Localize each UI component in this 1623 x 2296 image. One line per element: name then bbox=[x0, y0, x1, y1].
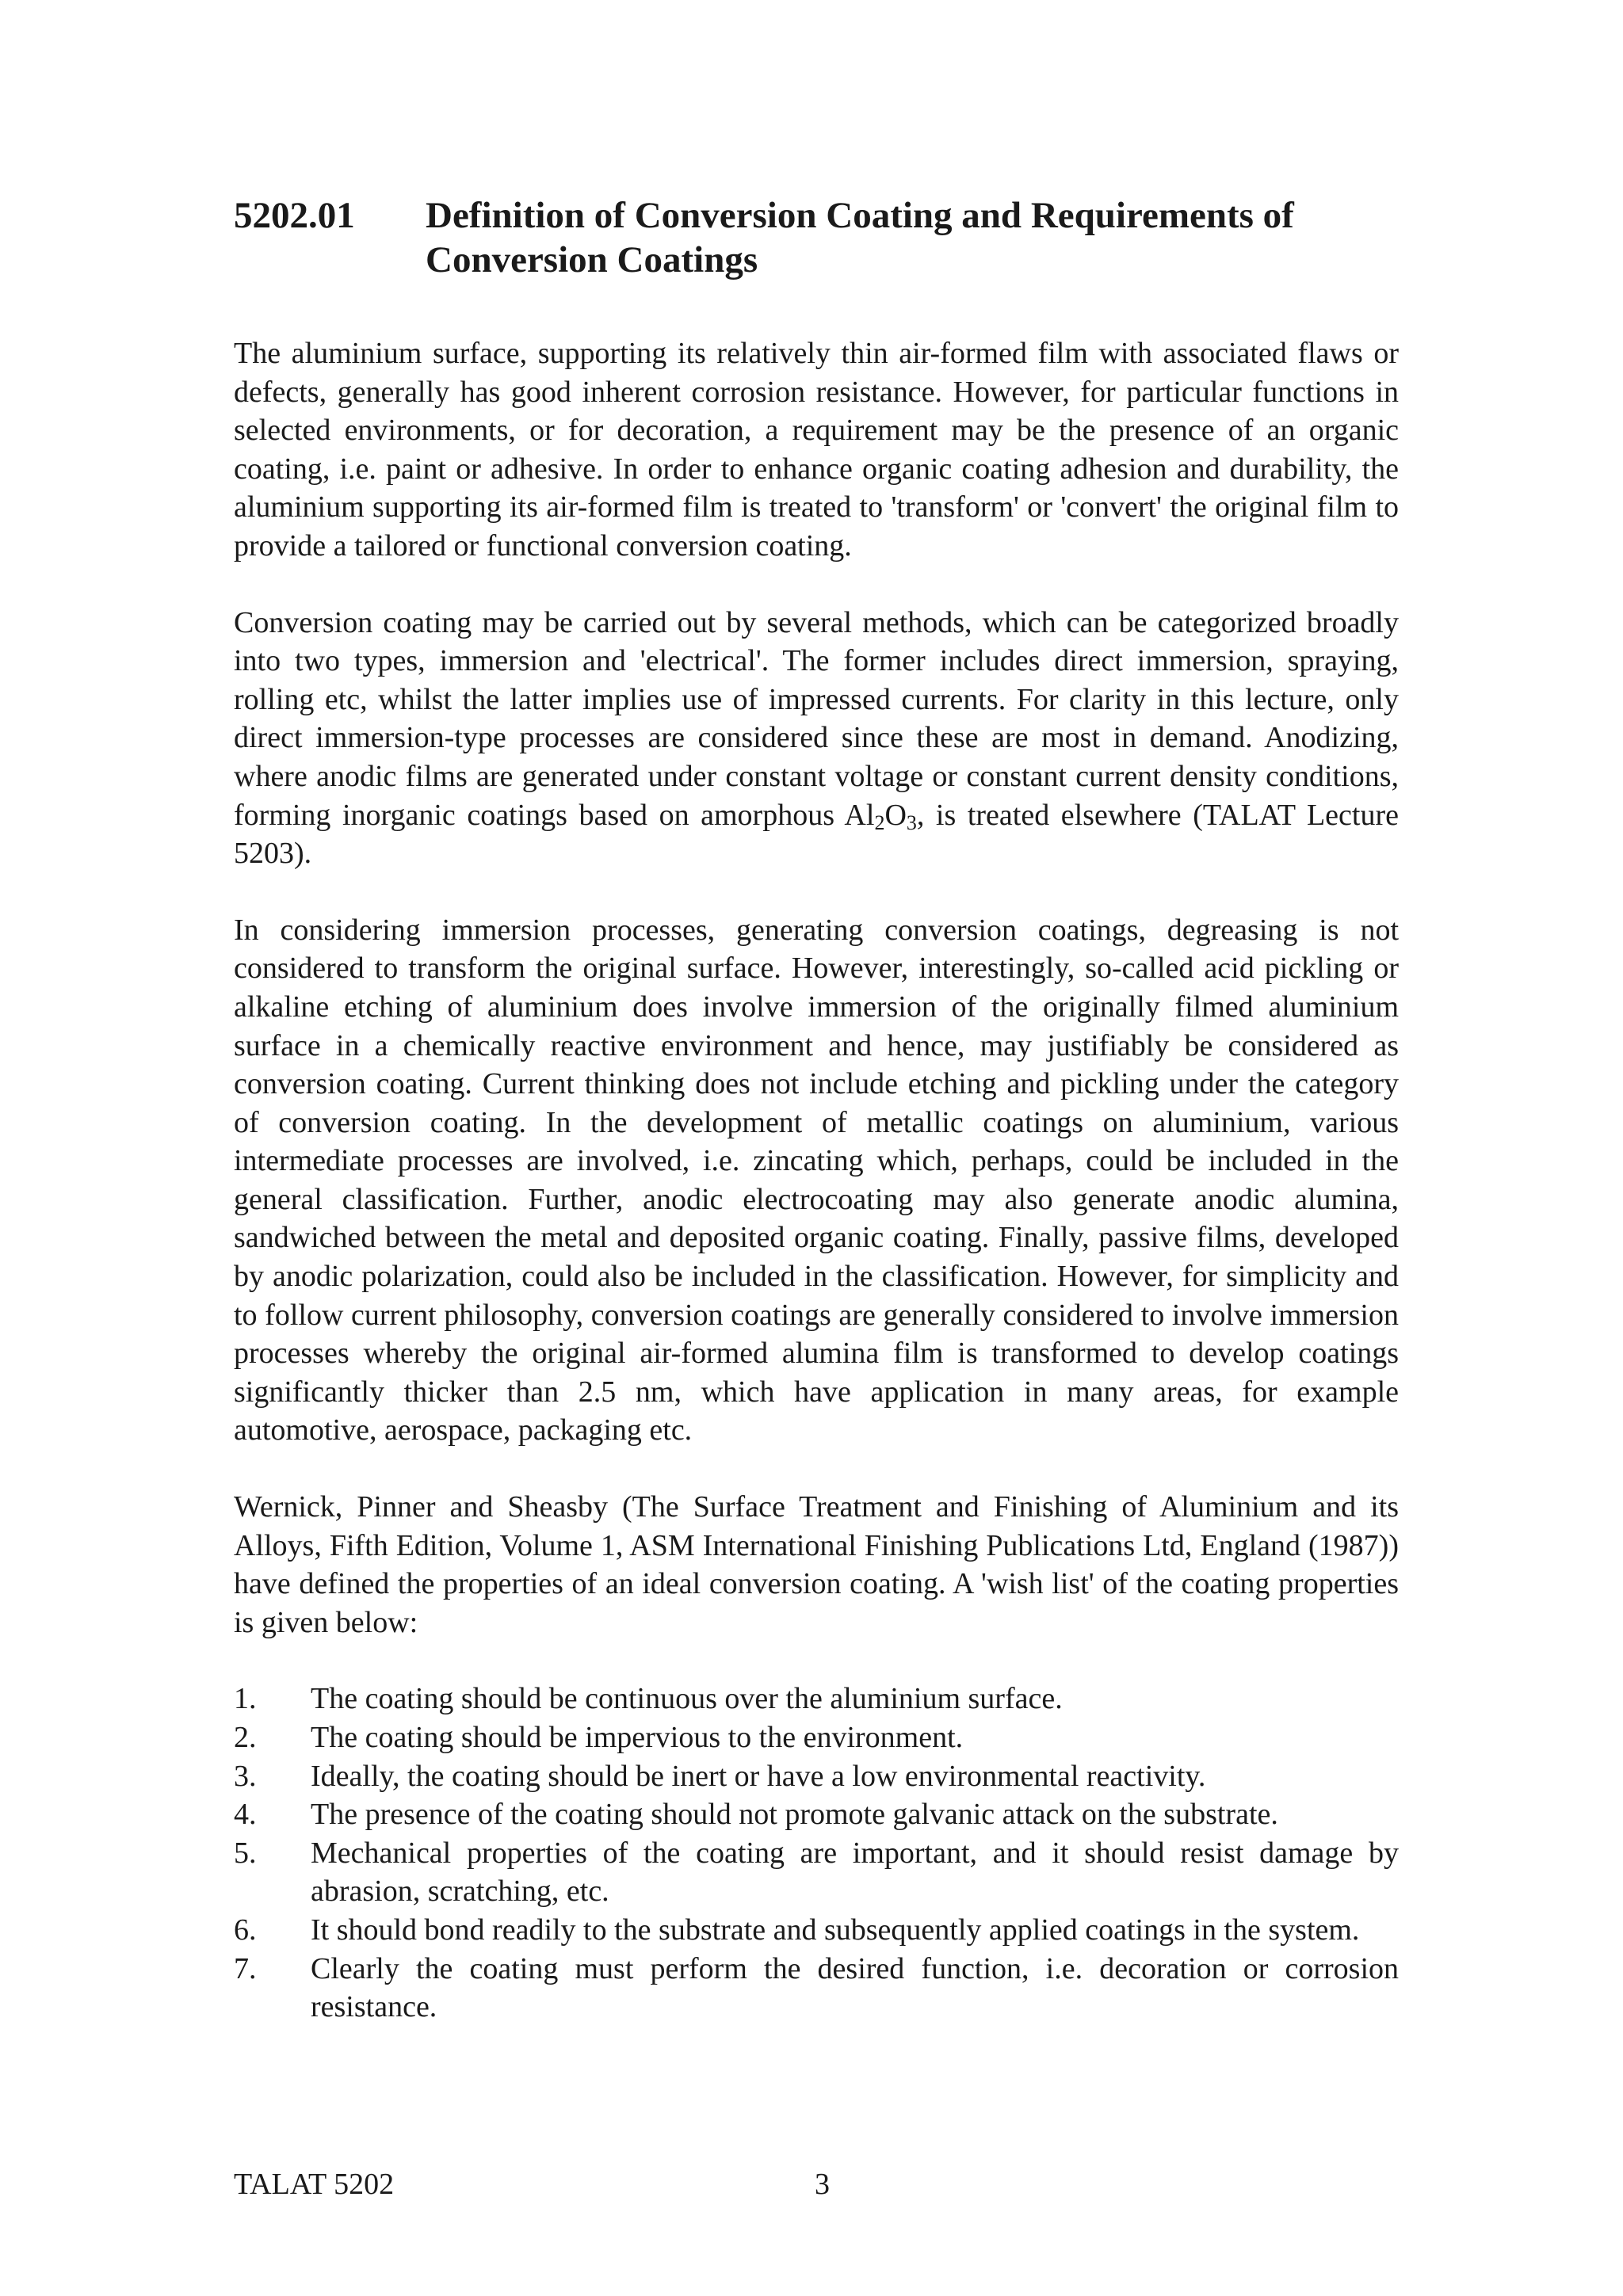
list-item bbox=[234, 1680, 1399, 1718]
list-item bbox=[234, 1950, 1399, 2027]
list-item bbox=[234, 1911, 1399, 1950]
section-title: Definition of Conversion Coating and Requirements of Conversion Coatings bbox=[426, 195, 1294, 280]
list-item-number: 1. bbox=[234, 1682, 257, 1716]
list-item-number: 7. bbox=[234, 1951, 257, 1985]
section-number: 5202.01 bbox=[234, 195, 355, 236]
paragraph-2 bbox=[234, 604, 1399, 873]
footer-document-id: TALAT 5202 bbox=[234, 2168, 395, 2201]
list-item bbox=[234, 1757, 1399, 1796]
paragraph-4: Wernick, Pinner and Sheasby (The Surface Treatment and Finishing of Aluminium and its Alloys, Fifth Edition, Volume 1, ASM International Finishing Publications Ltd, England (1987)) have defined the properties of an ideal conversion coating. A 'wish list' of the coating properties is given below: bbox=[234, 1490, 1399, 1639]
list-item-number: 5. bbox=[234, 1836, 257, 1870]
list-item-text: Mechanical properties of the coating are important, and it should resist damage by abrasion, scratching, etc. bbox=[311, 1836, 1399, 1909]
list-item bbox=[234, 1834, 1399, 1911]
section-heading bbox=[234, 193, 1399, 282]
coating-properties-list bbox=[234, 1680, 1399, 2026]
list-item-text: The presence of the coating should not promote galvanic attack on the substrate. bbox=[311, 1798, 1278, 1832]
subscript-2: 2 bbox=[874, 810, 885, 834]
list-item-number: 6. bbox=[234, 1913, 257, 1947]
list-item-number: 3. bbox=[234, 1759, 257, 1793]
list-item-number: 4. bbox=[234, 1798, 257, 1832]
paragraph-3: In considering immersion processes, generating conversion coatings, degreasing is not considered to transform the original surface. However, interestingly, so-called acid pickling or alkaline etching of aluminium does involve immersion of the originally filmed aluminium surface in a chemically reactive environment and hence, may justifiably be considered as conversion coating. Current thinking does not include etching and pickling under the category of conversion coating. In the development of metallic coatings on aluminium, various intermediate processes are involved, i.e. zincating which, perhaps, could be included in the general classification. Further, anodic electrocoating may also generate anodic alumina, sandwiched between the metal and deposited organic coating. Finally, passive films, developed by anodic polarization, could also be included in the classification. However, for simplicity and to follow current philosophy, conversion coatings are generally considered to involve immersion processes whereby the original air-formed alumina film is transformed to develop coatings significantly thicker than 2.5 nm, which have application in many areas, for example automotive, aerospace, packaging etc. bbox=[234, 913, 1399, 1447]
paragraph-1: The aluminium surface, supporting its relatively thin air-formed film with associated flaws or defects, generally has good inherent corrosion resistance. However, for particular functions in selected environments, or for decoration, a requirement may be the presence of an organic coating, i.e. paint or adhesive. In order to enhance organic coating adhesion and durability, the aluminium supporting its air-formed film is treated to 'transform' or 'convert' the original film to provide a tailored or functional conversion coating. bbox=[234, 337, 1399, 563]
list-item bbox=[234, 1795, 1399, 1834]
subscript-3: 3 bbox=[906, 810, 917, 834]
list-item-text: The coating should be continuous over the aluminium surface. bbox=[311, 1682, 1063, 1716]
paragraph-2-text-b: O bbox=[884, 798, 907, 832]
list-item-number: 2. bbox=[234, 1721, 257, 1754]
page-number: 3 bbox=[815, 2168, 830, 2201]
list-item-text: The coating should be impervious to the environment. bbox=[311, 1721, 964, 1754]
list-item bbox=[234, 1718, 1399, 1757]
list-item-text: Ideally, the coating should be inert or have a low environmental reactivity. bbox=[311, 1759, 1206, 1793]
list-item-text: Clearly the coating must perform the desired function, i.e. decoration or corrosion resistance. bbox=[311, 1951, 1399, 2024]
paragraph-2-text-a: Conversion coating may be carried out by several methods, which can be categorized broadly into two types, immersion and 'electrical'. The former includes direct immersion, spraying, rolling etc, whilst the latter implies use of impressed currents. For clarity in this lecture, only direct immersion-type processes are considered since these are most in demand. Anodizing, where anodic films are generated under constant voltage or constant current density conditions, forming inorganic coatings based on amorphous Al bbox=[234, 605, 1399, 832]
paragraph-2-text-c: , is treated elsewhere (TALAT Lecture 5203). bbox=[234, 798, 1399, 871]
page-content bbox=[234, 193, 1399, 2027]
list-item-text: It should bond readily to the substrate and subsequently applied coatings in the system. bbox=[311, 1913, 1360, 1947]
